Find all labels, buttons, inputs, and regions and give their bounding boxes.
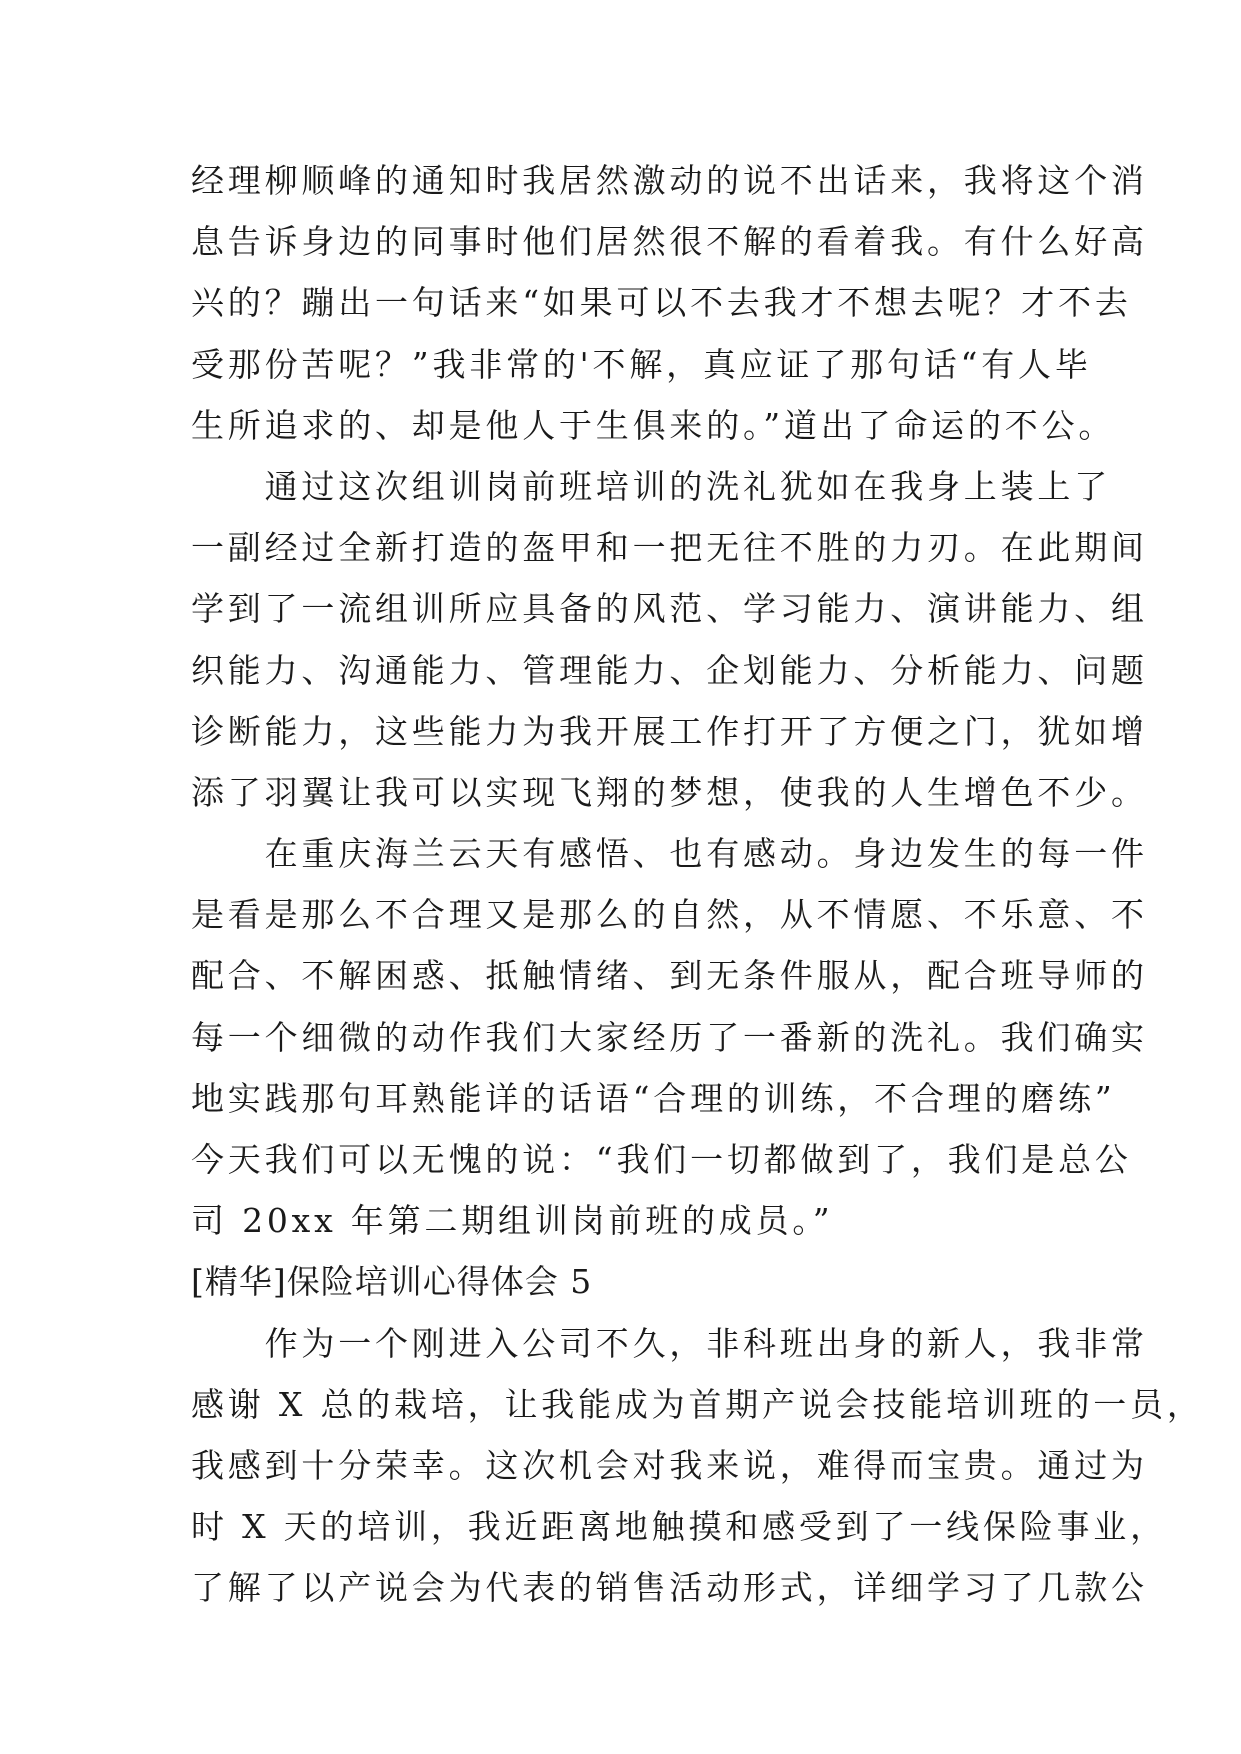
text-line: 我感到十分荣幸。这次机会对我来说，难得而宝贵。通过为 bbox=[191, 1445, 1148, 1485]
text-line: 时 X 天的培训，我近距离地触摸和感受到了一线保险事业， bbox=[191, 1507, 1167, 1547]
text-line: 诊断能力，这些能力为我开展工作打开了方便之门，犹如增 bbox=[191, 711, 1148, 751]
paragraph-start-line: 作为一个刚进入公司不久，非科班出身的新人，我非常 bbox=[191, 1323, 1148, 1363]
text-line: 受那份苦呢？”我非常的'不解，真应证了那句话“有人毕 bbox=[191, 344, 1092, 384]
text-line: 司 20xx 年第二期组训岗前班的成员。” bbox=[191, 1201, 834, 1241]
text-line: 一副经过全新打造的盔甲和一把无往不胜的力刃。在此期间 bbox=[191, 528, 1148, 568]
paragraph-start-line: 在重庆海兰云天有感悟、也有感动。身边发生的每一件 bbox=[191, 834, 1148, 874]
text-line: 了解了以产说会为代表的销售活动形式，详细学习了几款公 bbox=[191, 1568, 1148, 1608]
document-body bbox=[191, 150, 1204, 1619]
text-line: 织能力、沟通能力、管理能力、企划能力、分析能力、问题 bbox=[191, 650, 1148, 690]
section-heading: [精华]保险培训心得体会 5 bbox=[191, 1262, 593, 1302]
text-line: 生所追求的、却是他人于生俱来的。”道出了命运的不公。 bbox=[191, 405, 1116, 445]
text-line: 添了羽翼让我可以实现飞翔的梦想，使我的人生增色不少。 bbox=[191, 772, 1148, 812]
text-line: 息告诉身边的同事时他们居然很不解的看着我。有什么好高 bbox=[191, 222, 1148, 262]
text-line: 感谢 X 总的栽培，让我能成为首期产说会技能培训班的一员， bbox=[191, 1384, 1204, 1424]
text-line: 今天我们可以无愧的说：“我们一切都做到了，我们是总公 bbox=[191, 1140, 1132, 1179]
text-line: 配合、不解困惑、抵触情绪、到无条件服从，配合班导师的 bbox=[191, 956, 1148, 996]
text-line: 每一个细微的动作我们大家经历了一番新的洗礼。我们确实 bbox=[191, 1017, 1148, 1057]
text-line: 学到了一流组训所应具备的风范、学习能力、演讲能力、组 bbox=[191, 589, 1148, 629]
text-line: 地实践那句耳熟能详的话语“合理的训练，不合理的磨练” bbox=[191, 1078, 1116, 1118]
text-line: 兴的？蹦出一句话来“如果可以不去我才不想去呢？才不去 bbox=[191, 283, 1132, 323]
text-line: 是看是那么不合理又是那么的自然，从不情愿、不乐意、不 bbox=[191, 895, 1148, 935]
text-line: 经理柳顺峰的通知时我居然激动的说不出话来，我将这个消 bbox=[191, 161, 1148, 200]
paragraph-start-line: 通过这次组训岗前班培训的洗礼犹如在我身上装上了 bbox=[191, 466, 1111, 506]
